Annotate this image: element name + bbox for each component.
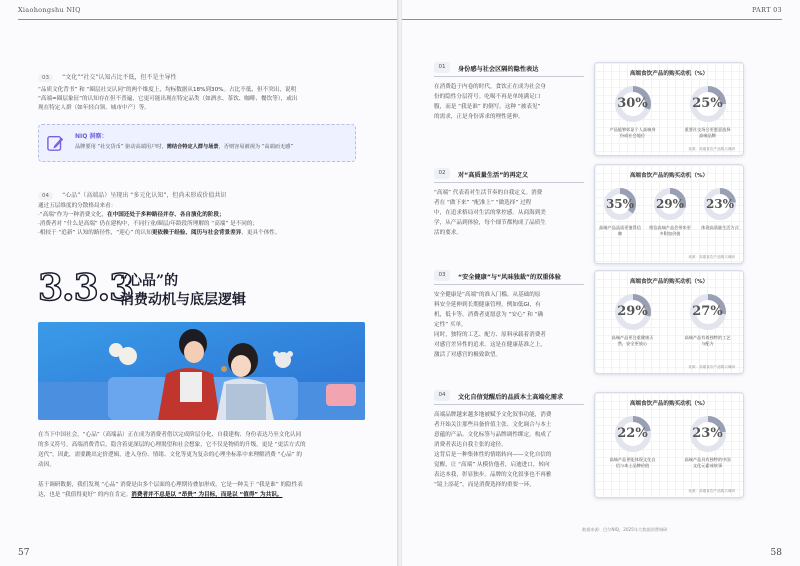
body-line: 动因。: [38, 462, 55, 468]
section-number: 01: [434, 62, 450, 73]
donut-chart: [599, 187, 641, 236]
niq-text-tail: ，否则容易被视为 “高端而无感”: [218, 144, 294, 150]
card-title: 高端食饮产品的购买动机（%）: [629, 279, 709, 285]
body-line: 份的隐性分层符号。吃喝不再是单纯满足口: [434, 94, 541, 100]
left-page: [0, 0, 398, 566]
body-line: 的需求，正是身份诉求的理性延伸。: [434, 114, 524, 120]
bullet-tail: ，更具个体性。: [241, 230, 281, 236]
donut-value: 30%: [617, 96, 648, 111]
donut-label: 产品能够彰显个人高端身份或社会地位: [609, 127, 656, 138]
body-line: 送代”，因此，需要跳出定价逻辑，进入身份、情绪、文化等更为复杂的心理坐标系中来理解消费 “心品” 的: [38, 452, 302, 458]
body-line: 的多义符号。高端消费背后，隐含着更深层的心理渴望和社会想象，它不仅是物质的升级，更是 “更活方式的: [38, 442, 306, 448]
body-line: 者在 “做下来” “配准上” “做选择” 过程: [434, 200, 532, 206]
bullet-bold: 在中国还处于多种路径并存、各自演化的阶段；: [107, 212, 225, 218]
body-line: 安全健康是“高端”的准入门槛。从基础的原: [434, 292, 541, 298]
header-brand: Xiaohongshu NIQ: [18, 6, 81, 14]
body-line: 在当下中国社会，“心品”（高端品）正在成为消费者借以完成阶层分化、自我建构、身份表达乃至文化认同: [38, 432, 302, 438]
section-divider: [434, 404, 584, 405]
donut-label: 高端产品更注重健康天然，安全更放心: [611, 335, 654, 346]
body-line: 高端品牌越来越多地被赋予文化叙事功能，消费: [434, 412, 552, 418]
section-number: 04: [434, 390, 450, 401]
section-body: [434, 188, 589, 238]
donut-value: 35%: [605, 197, 635, 211]
donut-chart: [684, 415, 731, 468]
body-line: 腹，而是 “我是谁” 的倒写。这种 “被表见”: [434, 104, 541, 110]
card-source: 来源：高端食饮产品购买调研: [688, 147, 735, 151]
niq-insight-title: NIQ 洞察：: [75, 133, 108, 140]
body-line: 者开始关注那些具备价值主张、文化调合与本土: [434, 422, 552, 428]
donut-value: 23%: [705, 197, 735, 211]
body-line: 这背后是一种集体性的情绪转向——文化自信的: [434, 452, 552, 458]
body-line: 料安全延伸到长期健康管理，例如低GI，有: [434, 302, 541, 308]
body-line: 表达本我，彰显独步。品牌的文化叙事也不再雅: [434, 472, 552, 478]
body-line: “镜上添花”，而是消费选择的重要一环。: [434, 482, 535, 488]
bullet-bold: 更依赖于经验、阅历与社会背景差异: [151, 230, 242, 236]
body-line: “高端” 代表着对生活节奏的自我定义。消费: [434, 190, 543, 196]
intro-paragraph: [38, 430, 368, 470]
card-source: 来源：高端食饮产品购买调研: [688, 255, 735, 259]
body-line: 通过五层维度的分散格局来看：: [38, 203, 117, 209]
body-line: 意蕴的产品。文化标签与品牌调性绑定，构成了: [434, 432, 552, 438]
chapter-title-line2: 消费动机与底层逻辑: [120, 292, 246, 308]
donut-chart: [684, 85, 731, 138]
section-03-body: [38, 86, 368, 113]
body-line: [38, 490, 368, 500]
body-line: 激活了对感官的极致欲望。: [434, 352, 502, 358]
niq-insight-box: [38, 124, 356, 162]
header-part: PART 03: [751, 6, 782, 14]
body-line: 对感官差异性的追求。这是在健康基准之上，: [434, 342, 546, 348]
card-source: 来源：高端食饮产品购买调研: [688, 489, 735, 493]
donut-chart: [684, 293, 731, 346]
donut-label: 体现高质量生活方式: [701, 225, 739, 230]
bullet-2: ·消费者对 “什么是高端” 仍在建构中，不同行业/圈层/年龄段所理解的 “高端” 是不同的；: [38, 221, 259, 227]
section-divider: [434, 182, 584, 183]
section-divider: [434, 284, 584, 285]
card-title: 高端食饮产品的购买动机（%）: [629, 71, 709, 77]
edit-pencil-icon: [47, 134, 65, 152]
couple-photo: [38, 322, 365, 420]
donut-value: 27%: [692, 304, 723, 319]
section-divider: [434, 76, 584, 77]
body-line: 中，在追求格局对生活的掌控感。从商海到美: [434, 210, 546, 216]
donut-label: 高端产品有着独特的工艺与配方: [684, 335, 731, 346]
section-heading: 文化自信觉醒后的品质本土高端化需求: [458, 394, 564, 401]
bullet-text: ·相较于 “追新” 认知的路径性，“迎心” 的认知: [38, 230, 152, 236]
card-source: 来源：高端食饮产品购买调研: [688, 365, 735, 369]
body-line: 活的要求。: [434, 230, 462, 236]
motivation-card: [594, 270, 744, 374]
section-body: [434, 82, 589, 122]
donut-chart: [609, 85, 656, 138]
section-badge: 03: [38, 74, 53, 82]
insight-paragraph: [38, 480, 368, 500]
section-04-body: [38, 202, 368, 238]
section-number: 03: [434, 270, 450, 281]
donut-value: 25%: [692, 96, 723, 111]
section-heading: “安全健康”与“风味独裁”的双重体验: [458, 274, 561, 281]
body-line: 同时，独特的工艺、配方、原料承载着消费者: [434, 332, 546, 338]
body-line: 定性” 买单。: [434, 322, 467, 328]
section-heading: 对“高质量生活”的再定义: [458, 172, 529, 179]
donut-label: 高端产品具有独特的中国文化元素或故事: [684, 457, 731, 468]
donut-value: 29%: [655, 197, 685, 211]
section-body: [434, 410, 589, 490]
chapter-title-line1: “心品”的: [120, 273, 179, 289]
page-number: 58: [770, 548, 782, 558]
section-03-heading: [38, 64, 177, 83]
card-title: 高端食饮产品的购买动机（%）: [629, 173, 709, 179]
section-04-heading: [38, 182, 226, 201]
body-line: 学，从产品到体验，每个细节都构成了品质生: [434, 220, 546, 226]
donut-chart: [701, 187, 739, 230]
donut-value: 29%: [617, 304, 648, 319]
body-line: 觉醒，让 “高端” 从模仿他者，启迪进口，转向: [434, 462, 550, 468]
bullet-text: ·“高端”作为一种消费文化，: [38, 212, 108, 218]
body-line: 机，低卡等，消费者更愿意为 “安心” 和 “确: [434, 312, 544, 318]
chapter-headline: [38, 267, 246, 309]
card-title: 高端食饮产品的购买动机（%）: [629, 401, 709, 407]
niq-text-bold: 需结合特定人群与场景: [166, 144, 219, 150]
couple-photo-illustration: [38, 322, 365, 420]
motivation-card: [594, 392, 744, 498]
donut-chart: [611, 293, 654, 346]
body-line: 基于调研数据，我们发现 “心品” 消费是由多个层面的心理期待叠加形成，它是一种关于 “我是谁” 的隐性表: [38, 482, 303, 488]
chapter-number: 3.3.3: [38, 267, 134, 309]
body-text: 达，也是 “我值得更好” 的内在肯定。: [38, 492, 132, 498]
section-number: 02: [434, 168, 450, 179]
body-highlight: 消费者并不总是以 “昂贵” 为目标，而是以 “值得” 为共识。: [131, 492, 283, 498]
motivation-card: [594, 62, 744, 156]
footnote: 数据来源：巴尔NIQ，2025年大数据消费调研: [582, 527, 668, 532]
section-badge: 04: [38, 192, 53, 200]
body-line: “品质文化背书” 和 “圈层社交认同”的两个维度上，均标数据从18%到30%。占比不低，但不突出，说明: [38, 87, 297, 93]
donut-chart: [609, 415, 656, 468]
donut-label: 高端产品品质更值得信赖: [599, 225, 641, 236]
donut-label: 相信高端产品会带来更多附加价值: [649, 225, 691, 236]
body-line: 消费者表达自我主张的途径。: [434, 442, 507, 448]
section-title: “文化”“社交”认知占比不低，但不是主导性: [62, 74, 177, 81]
body-line: 现在特定人群（如年轻白领、城市中产）等。: [38, 105, 150, 111]
niq-text-plain: 品牌要用 “社交货币” 驱动高端用户时，: [75, 144, 167, 150]
page-number: 57: [18, 548, 30, 558]
body-line: 在消费趋于内卷的时代，食饮正在成为社会身: [434, 84, 546, 90]
donut-label: 高端产品更能体现文化自信与本土品牌价值: [609, 457, 656, 468]
motivation-card: [594, 164, 744, 264]
header-rule: [402, 19, 782, 20]
donut-label: 重要社交场合更愿意选择高端品牌: [684, 127, 731, 138]
bullet-3: [38, 229, 368, 238]
section-heading: 身份感与社会区隔的隐性表达: [458, 66, 539, 73]
section-title: “心品”（高端品）呈现出 “多元化认知”，但尚未形成价值共识: [62, 192, 227, 199]
donut-chart: [649, 187, 691, 236]
section-body: [434, 290, 589, 360]
body-line: “高端=圈层象征”的认知存在但不普遍，它更可能出现在特定品类（如酒水、茶饮、咖啡、餐饮等），或出: [38, 96, 298, 102]
donut-value: 22%: [617, 426, 648, 441]
bullet-1: [38, 211, 368, 220]
header-rule: [18, 19, 398, 20]
niq-insight-text: [75, 143, 293, 150]
donut-value: 23%: [692, 426, 723, 441]
